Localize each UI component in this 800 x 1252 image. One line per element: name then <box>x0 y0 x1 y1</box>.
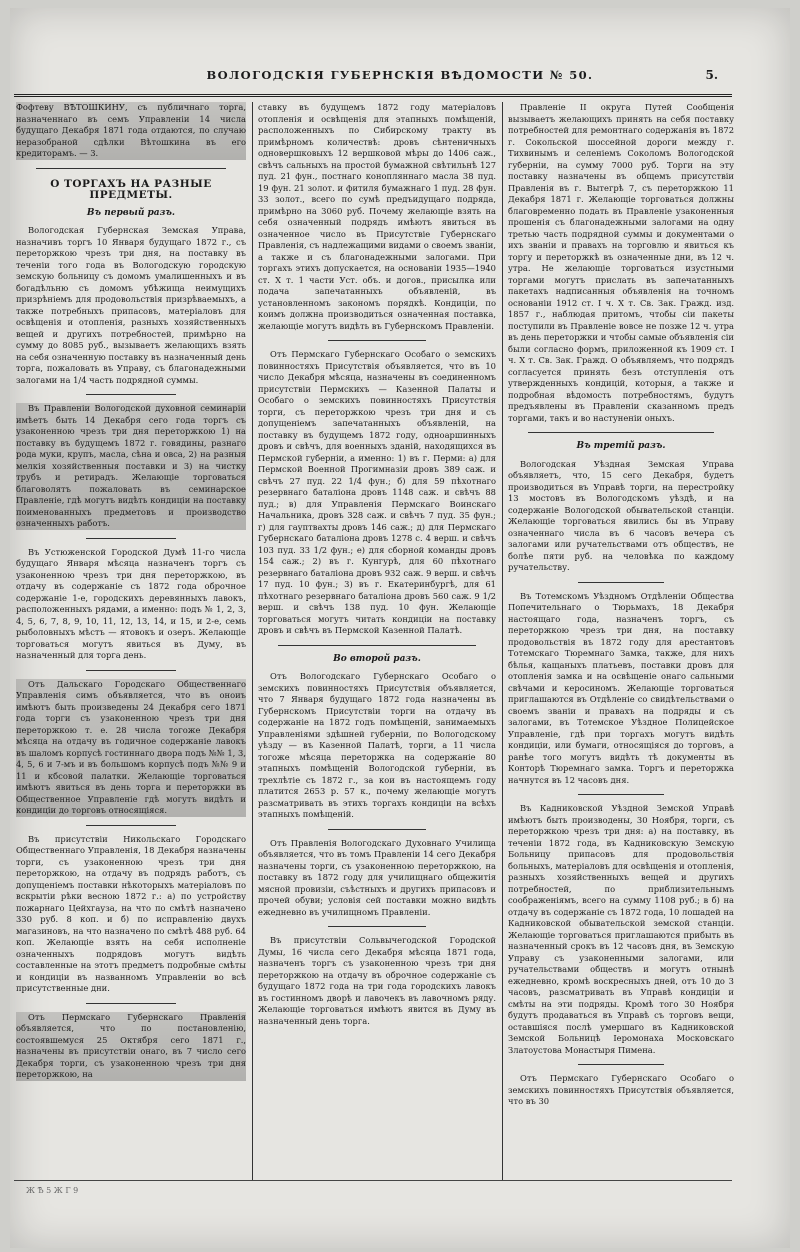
separator <box>578 794 664 795</box>
separator <box>86 538 176 539</box>
page-footer: Ж Ѣ 5 Ж Г 9 <box>26 1186 79 1195</box>
newspaper-title: ВОЛОГОДСКІЯ ГУБЕРНСКІЯ ВѢДОМОСТИ № 50. <box>206 68 594 82</box>
subheading-first-time: Въ первый разъ. <box>86 207 176 218</box>
separator <box>578 582 664 583</box>
bottom-rule <box>14 1180 732 1181</box>
notice: Въ присутствіи Сольвычегодской Городской Думы, 16 числа сего Декабря мѣсяца 1871 года, назначенъ торгъ съ узаконенною чрезъ три дня переторжкою на отдачу въ оброчное содержаніе съ будущаго 1872 года на три года городскихъ лавокъ въ гостинномъ дворѣ и лавочекъ въ лавочномъ ряду. Желающіе торговаться имѣютъ явится въ Думу въ назначенный день торга. <box>258 935 496 1026</box>
column-3 <box>508 102 734 1182</box>
separator <box>328 340 426 341</box>
continued-notice: Фофтеву ВѢТОШКИНУ, съ публичнаго торга, назначеннаго въ семъ Управленіи 14 числа будущаго Декабря 1871 года отдаются, по случаю неразобраной сдѣлки Вѣтошкина въ его кредиторамъ. — 3. <box>16 102 246 158</box>
notice: Отъ Пермскаго Губернскаго Особаго о земскихъ повинностяхъ Присутствія объявляется, что въ 30 <box>508 1073 734 1106</box>
notice: Отъ Правленія Вологодскаго Духовнаго Училища объявляется, что въ томъ Правленіи 14 сего Декабря назначены торги, съ узаконенною переторжкою, на поставку въ 1872 году для училищнаго общежитія мясной провизіи, съѣстныхъ и другихъ припасовъ и прочей обуви; условія сей поставки можно видѣть ежедневно въ училищномъ Правленіи. <box>258 837 496 917</box>
subheading-third-time: Въ третій разъ. <box>576 441 666 451</box>
notice: Въ Тотемскомъ Уѣздномъ Отдѣленіи Общества Попечительнаго о Тюрьмахъ, 18 Декабря настоящаго года, назначенъ торгъ, съ переторжкою чрезъ три дня, на поставку продовольствія въ 1872 году для арестантовъ Тотемскаго Тюремнаго Замка, также, для нихъ бѣлья, кащаныхъ платьевъ, поставки дровъ для отопленія замка и на освѣщеніе онаго сальными свѣчами и керосиномъ. Желающіе торговаться приглашаются въ Отдѣленіе со свидѣтельствами о своемъ званіи и правахъ на подряды и съ залогами, въ Тотемское Уѣздное Полицейское Управленіе, гдѣ при торгахъ могутъ видѣть кондиціи, или бумаги, относящіяся до торговъ, а ранѣе того могутъ видѣть тѣ документы въ Конторѣ Тюремнаго замка. Торгъ и переторжка начнутся въ 12 часовъ дня. <box>508 590 734 785</box>
column-divider <box>502 102 503 1180</box>
notice: Въ присутствіи Никольскаго Городскаго Общественнаго Управленія, 18 Декабря назначены торги, съ узаконенною чрезъ три дня переторжкою, на отдачу въ подрядъ работъ, съ допущеніемъ поставки нѣкоторыхъ матеріаловъ по вскрытіи рѣки весною 1872 г.: а) по устройству пожарнаго Цейхгауза, на что по смѣтѣ назначено 330 руб. 8 коп. и б) по исправленію двухъ магазиновъ, на что назначено по смѣтѣ 488 руб. 64 коп. Желающіе взять на себя исполненіе означенныхъ подрядовъ могутъ видѣть составленные на этотъ предметъ подробные смѣты и кондиціи въ названномъ Управленіи во всѣ присутственные дни. <box>16 833 246 993</box>
notice: Отъ Пермскаго Губернскаго Правленія объявляется, что по постановленію, состоявшемуся 25 Октября сего 1871 г., назначены въ присутствіи онаго, въ 7 число сего Декабря торги, съ узаконенною чрезъ три дня переторжкою, на <box>16 1011 246 1079</box>
separator <box>86 670 176 671</box>
notice: Отъ Пермскаго Губернскаго Особаго о земскихъ повинностяхъ Присутствія объявляется, что въ 10 число Декабря мѣсяца, назначены въ соединенномъ присутствіи Пермскихъ — Казенной Палаты и Особаго о земскихъ повинностяхъ Присутствія торги, съ переторжкою чрезъ три дня и съ допущеніемъ запечатанныхъ объявленій, на поставку въ будущемъ 1872 году, одноаршинныхъ дровъ и свѣчъ, для военныхъ зданій, находящихся въ Пермской губерніи, а именно: 1) въ г. Перми: а) для Пермской Военной Прогимназіи дровъ 389 саж. и свѣчъ 27 пуд. 22 1/4 фун.; б) для 59 пѣхотнаго резервнаго баталіона дровъ 1148 саж. и свѣчъ 88 пуд.; в) для Управленія Пермскаго Воинскаго Начальника, дровъ 328 саж. и свѣчъ 7 пуд. 35 фун.; г) для гауптвахты дровъ 146 саж.; д) для Пермскаго Губернскаго баталіона дровъ 1278 с. 4 верш. и свѣчъ 103 пуд. 33 1/2 фун.; е) для сборной команды дровъ 154 саж.; 2) въ г. Кунгурѣ, для 60 пѣхотнаго резервнаго баталіона дровъ 932 саж. 9 верш. и свѣчъ 17 пуд. 10 фун.; 3) въ г. Екатеринбургѣ, для 61 пѣхотнаго резервнаго баталіона дровъ 560 саж. 9 1/2 верш. и свѣчъ 138 пуд. 10 фун. Желающіе торговаться могутъ читать кондиціи на поставку дровъ и свѣчъ въ Пермской Казенной Палатѣ. <box>258 349 496 635</box>
separator <box>528 432 714 433</box>
subheading-second-time: Во второй разъ. <box>333 653 421 664</box>
separator <box>86 394 176 395</box>
header-rule <box>14 94 732 97</box>
separator <box>328 829 426 830</box>
page-header <box>10 64 790 90</box>
separator <box>86 825 176 826</box>
notice: Отъ Дальскаго Городскаго Общественнаго Управленія симъ объявляется, что въ оноиъ имѣютъ быть произведены 24 Декабря сего 1871 года торги съ узаконенною чрезъ три дня переторжкою т. е. 28 числа тогоже Декабря мѣсяца на отдачу въ годичное содержаніе лавокъ въ шаломъ корпусѣ гостиннаго двора подъ №№ 1, 3, 4, 5, 6 и 7-мъ и въ большомъ корпусѣ подъ №№ 9 и 11 и кбсовой палатки. Желающіе торговаться имѣютъ явиться въ день торга и переторжки въ Общественное Управленіе гдѣ могутъ видѣть и кондиціи до торговъ относящіяся. <box>16 678 246 815</box>
column-2 <box>258 102 496 1182</box>
notice: Въ Устюженской Городской Думѣ 11-го числа будущаго Января мѣсяца назначенъ торгъ съ узаконенною чрезъ три дня переторжкою, въ отдачу въ содержаніе съ 1872 года оброчное содержаніе 1-е, городскихъ деревянныхъ лавокъ, расположенныхъ рядами, а именно: подъ № 1, 2, 3, 4, 5, 6, 7, 8, 9, 10, 11, 12, 13, 14, и 15, и 2-е, семь рыболовныхъ мѣстъ — ятовокъ и озеръ. Желающіе торговаться могутъ явиться въ Думу, въ назначенный для торга день. <box>16 546 246 660</box>
notice: Вологодская Губернская Земская Управа, назначивъ торгъ 10 Января будущаго 1872 г., съ переторжкою чрезъ три дня, на поставку въ теченіи того года въ Вологодскую городскую земскую больницу съ домомъ умалишенныхъ и въ богадѣльню съ домомъ убѣжища неимущихъ призрѣніемъ для продовольствія призрѣваемыхъ, а также потребныхъ припасовъ, матеріаловъ для освѣщенія и отопленія, разныхъ хозяйственныхъ вещей и другихъ потребностей, примѣрно на сумму до 8085 руб., вызываетъ желающихъ взять на себя означенную поставку въ назначенный день торга, пожаловать въ Управу, съ благонадежными залогами на 1/4 часть подрядной суммы. <box>16 225 246 385</box>
separator <box>278 645 476 646</box>
page-number: 5. <box>705 68 718 82</box>
section-heading: О ТОРГАХЪ НА РАЗНЫЕ ПРЕДМЕТЫ. <box>50 177 212 201</box>
notice-continued: ставку въ будущемъ 1872 году матеріаловъ отопленія и освѣщенія для этапныхъ помѣщеній, расположенныхъ по Сибирскому тракту въ примѣрномъ количествѣ: дровъ сѣнтеничныхъ одновершковыхъ 12 вершковой мѣры до 1406 саж., свѣчъ сальныхъ на простой бумажной свѣтильнѣ 127 пуд. 21 фун., постнаго конопляннаго масла 38 пуд. 19 фун. 21 золот. и фитиля бумажнаго 1 пуд. 28 фун. 33 золот., всего по сумѣ предъидущаго подряда, примѣрно на 3060 руб. Почему желающіе взять на себя означенный подрядъ имѣютъ явиться въ означенное число въ Присутствіе Губернскаго Правленія, съ надлежащими видами о своемъ званіи, а также и съ благонадежными залогами. При торгахъ этихъ допускается, на основаніи 1935—1940 ст. Х т. 1 части Уст. объ. и догов., присылка или подача запечатанныхъ объявленій, въ установленномъ закономъ порядкѣ. Кондиціи, по коимъ должна производиться означенная поставка, желающіе могутъ видѣть въ Губернскомъ Правленіи. <box>258 102 496 331</box>
column-1 <box>16 102 246 1182</box>
notice: Въ Кадниковской Уѣздной Земской Управѣ имѣютъ быть производены, 30 Ноября, торги, съ переторжкою чрезъ три дня: а) на поставку, въ теченіи 1872 года, въ Кадниковскую Земскую Больницу припасовъ для продовольствія больныхъ, матеріаловъ для освѣщенія и отопленія, разныхъ хозяйственныхъ вещей и другихъ потребностей, по приблизительнымъ соображеніямъ, всего на сумму 1108 руб.; в б) на отдачу въ содержаніе съ 1872 года, 10 лошадей на Кадниковской обывательской земской станціи. Желающіе торговаться приглашаются прибыть въ назначенный срокъ въ 12 часовъ дня, въ Земскую Управу съ узаконенными залогами, или ручательствами обществъ и могутъ отнынѣ ежедневно, кромѣ воскресныхъ дней, отъ 10 до 3 часовъ, разсматривать въ Управѣ кондиціи и смѣты на эти подряды. Кромѣ того 30 Ноября будутъ продаваться въ Управѣ съ торговъ вещи, оставшіяся послѣ умершаго въ Кадниковской Земской Больницѣ Іеромонаха Московскаго Златоустова Монастыря Пимена. <box>508 803 734 1055</box>
separator <box>578 1064 664 1065</box>
separator <box>86 1003 176 1004</box>
notice: Вологодская Уѣздная Земская Управа объявляетъ, что, 15 сего Декабря, будетъ производиться въ Управѣ торги, на перестройку 13 мостовъ въ Вологодскомъ уѣздѣ, и на содержаніе Вологодской обывательской станціи. Желающіе торговаться явились бы въ Управу означеннаго числа въ 6 часовъ вечера съ залогами или ручательствами отъ обществъ, не болѣе пяти руб. на человѣка по каждому ручательству. <box>508 458 734 572</box>
column-divider <box>252 102 253 1180</box>
newspaper-page <box>10 8 790 1248</box>
notice: Правленіе II округа Путей Сообщенія вызываетъ желающихъ принять на себя поставку потребностей для ремонтнаго содержанія въ 1872 г. Сокольской шоссейной дороги между г. Тихвинымъ и селеніемъ Соколомъ Вологодской губерніи, на сумму 7000 руб. Торги на эту поставку назначены въ общемъ присутствіи Правленія въ г. Вытегрѣ 7, съ переторжкою 11 Декабря 1871 г. Желающіе торговаться должны благовременно подать въ Правленіе узаконенныя прошенія съ благонадежными залогами на одну третью часть подрядной суммы и документами о ихъ званіи и правахъ на торговлю и явиться къ торгу и переторжкѣ въ означенные дни, въ 12 ч. утра. Не желающіе торговаться изустными торгами могутъ прислать въ запечатанныхъ пакетахъ надписанныя объявленія на точномъ основаніи 1912 ст. I ч. Х т. Св. Зак. Гражд. изд. 1857 г., наблюдая притомъ, чтобы сіи пакеты поступили въ Правленіе вовсе не позже 12 ч. утра въ день переторжки и чтобы самые объявленія сіи были согласно формъ, приложенной къ 1909 ст. I ч. Х т. Св. Зак. Гражд. О объявляемъ, что подрядъ согласуется принять безъ отступленія отъ утвержденныхъ кондицій, которыя, а также и подробная вѣдомость потребностямъ, будутъ предъявлены въ Правленіи сказанномъ предъ торгами, такъ и во настуненіи оныхъ. <box>508 102 734 423</box>
separator <box>328 926 426 927</box>
separator <box>36 168 226 169</box>
notice: Въ Правленіи Вологодской духовной семинаріи имѣетъ быть 14 Декабря сего года торгъ съ узаконенною чрезъ три дня переторжкою 1) на поставку въ будущемъ 1872 г. говядины, разнаго рода муки, крупъ, масла, сѣна и овса, 2) на разныя мелкія хозяйственныя поставки и 3) на чистку трубъ и ретирадъ. Желающіе торговаться благоволятъ пожаловать въ семинарское Правленіе, гдѣ могутъ видѣть кондиціи на поставку поименованныхъ предметовъ и производство означенныхъ работъ. <box>16 403 246 528</box>
notice: Отъ Вологодскаго Губернскаго Особаго о земскихъ повинностяхъ Присутствія объявляется, что 7 Января будущаго 1872 года назначены въ Губернскомъ Присутствіи торги на отдачу въ содержаніе на 1872 годъ помѣщеній, занимаемыхъ Управленіями здѣшней губерніи, по Вологодскому уѣзду — въ Казенной Палатѣ, торги, а 11 числа тогоже мѣсяца переторжка на содержаніе 80 этапныхъ помѣщеній Вологодской губерніи, въ трехлѣтіе съ 1872 г., за кои въ настоящемъ году платится 2653 р. 57 к., почему желающіе могутъ разсматривать въ этихъ торгахъ кондиціи на всѣхъ этапныхъ помѣщеній. <box>258 671 496 819</box>
